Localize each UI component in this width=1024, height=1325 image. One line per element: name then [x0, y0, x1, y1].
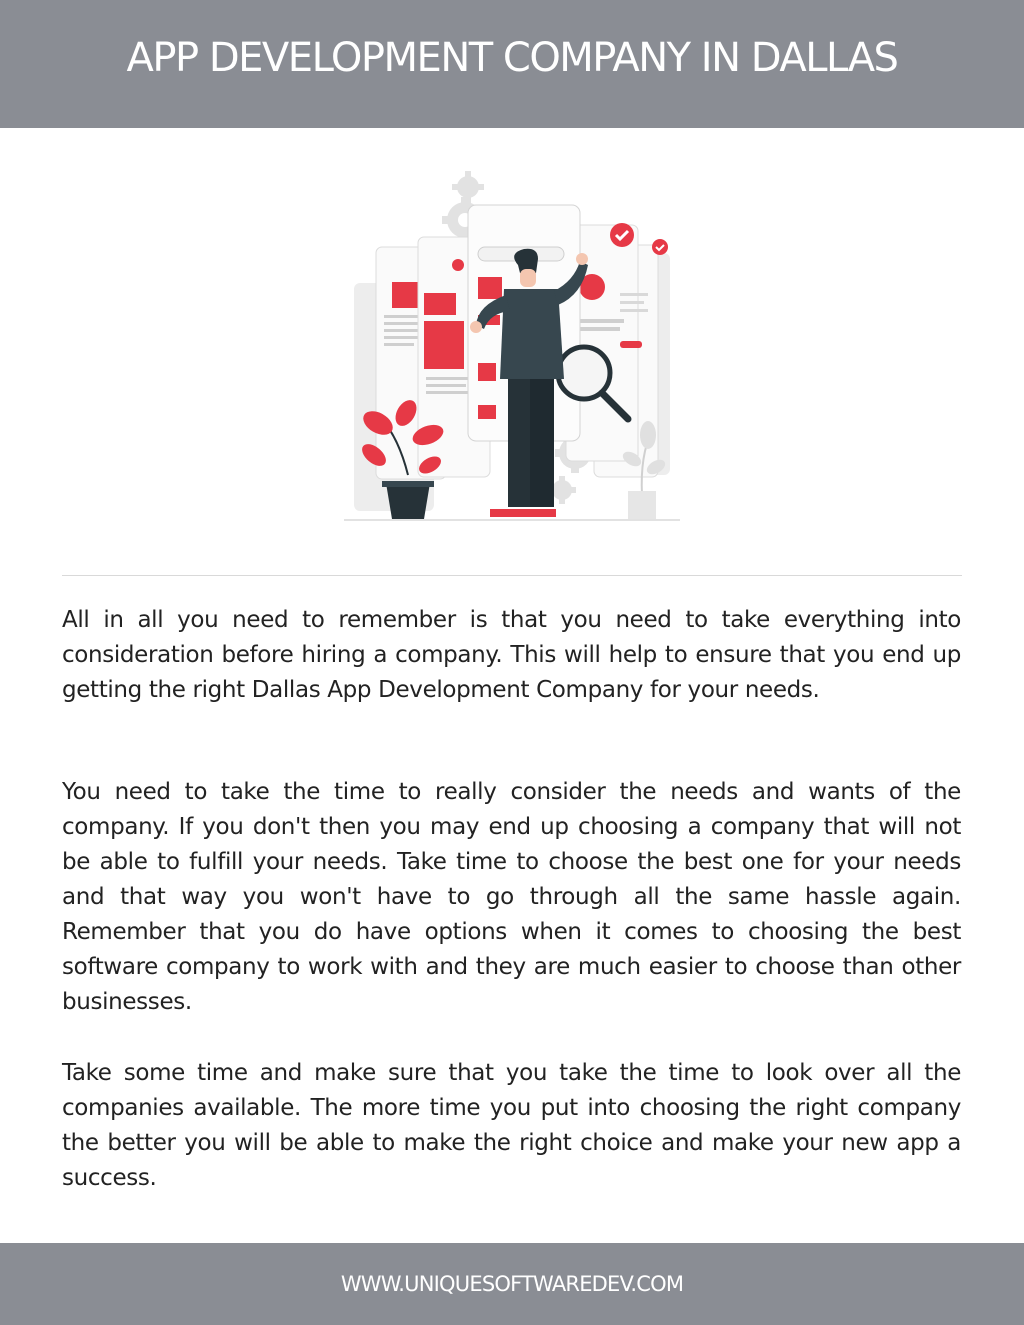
paragraph: All in all you need to remember is that you need to take everything into consideration before hiring a company. This will help to ensure that you end up getting the right Dallas App Development Company for your needs. [62, 607, 961, 703]
website-link[interactable]: WWW.UNIQUESOFTWAREDEV.COM [340, 1272, 684, 1296]
page-title: APP DEVELOPMENT COMPANY IN DALLAS [126, 35, 898, 81]
check-badge-icon [610, 223, 634, 247]
header-banner [0, 0, 1024, 128]
paragraph: Take some time and make sure that you take the time to look over all the companies available. The more time you put into choosing the right company the better you will be able to make the right choice and make your new app a success. [62, 1060, 961, 1191]
paragraph: You need to take the time to really consider the needs and wants of the company. If you don't then you may end up choosing a company that will not be able to fulfill your needs. Take time to choose the best one for your needs and that way you won't have to go through all the same hassle again. Remember that you do have options when it comes to choosing the best software company to work with and they are much easier to choose than other businesses. [62, 779, 961, 1015]
app-developer-illustration [330, 165, 694, 530]
footer-banner [0, 1243, 1024, 1325]
check-badge-icon [652, 239, 668, 255]
section-divider [62, 575, 962, 576]
